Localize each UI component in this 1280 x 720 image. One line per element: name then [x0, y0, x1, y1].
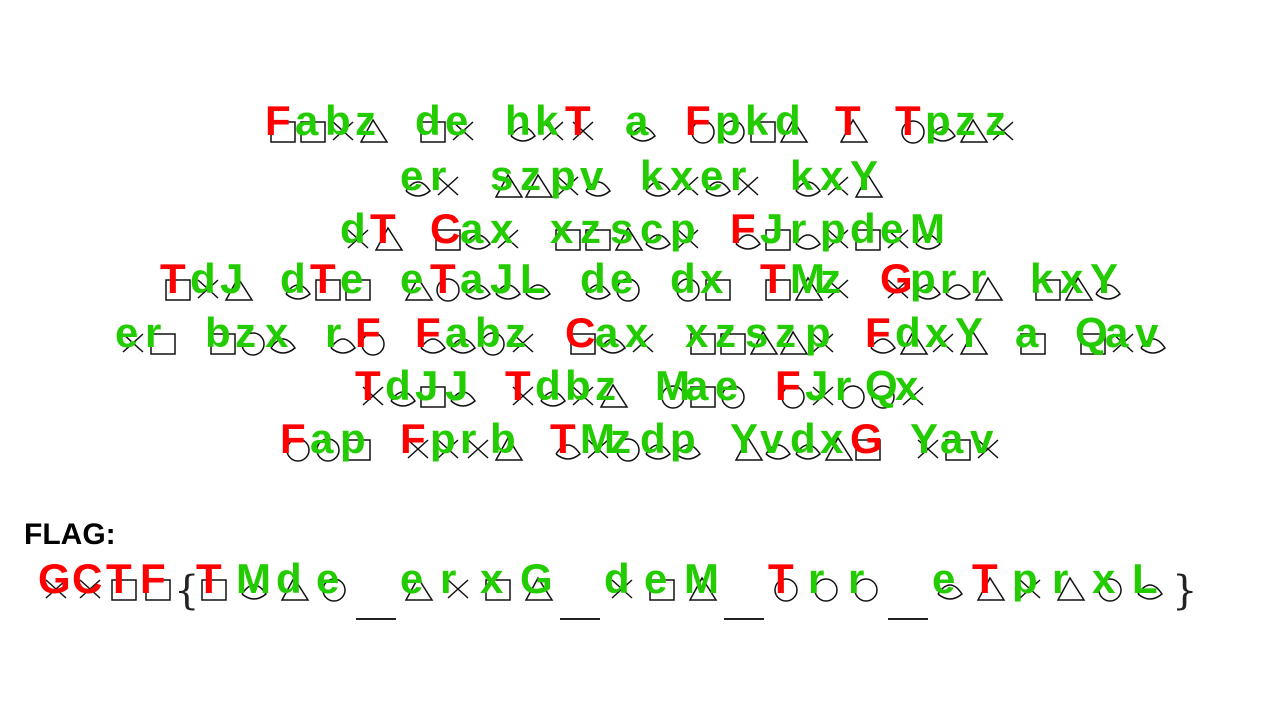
cipher-letter: a	[460, 205, 484, 252]
cipher-letter: a	[1105, 309, 1129, 356]
cipher-glyph	[850, 415, 890, 468]
cipher-letter: r	[145, 309, 162, 356]
cipher-letter: z	[820, 255, 841, 302]
cipher-letter: z	[715, 309, 736, 356]
cipher-letter: x	[820, 415, 844, 462]
cipher-letter: v	[970, 415, 994, 462]
cipher-letter: J	[415, 362, 439, 409]
cipher-letter: k	[790, 152, 814, 199]
cipher-letter: F	[775, 362, 801, 409]
cipher-letter: v	[580, 152, 604, 199]
cipher-letter: r	[970, 255, 987, 302]
flag-letter: T	[196, 555, 222, 602]
cipher-glyph	[1015, 309, 1055, 362]
cipher-letter: z	[235, 309, 256, 356]
cipher-letter: x	[820, 152, 844, 199]
flag-glyph	[972, 555, 1012, 608]
cipher-letter: d	[850, 205, 876, 252]
cipher-letter: e	[715, 362, 739, 409]
cipher-letter: d	[670, 255, 696, 302]
cipher-letter: Q	[865, 362, 898, 409]
cipher-glyph	[715, 362, 755, 415]
flag-letter: r	[848, 555, 865, 602]
flag-letter: x	[1092, 555, 1116, 602]
cipher-letter: e	[445, 97, 469, 144]
cipher-letter: z	[595, 362, 616, 409]
cipher-letter: d	[385, 362, 411, 409]
cipher-letter: T	[760, 255, 786, 302]
cipher-letter: Y	[1090, 255, 1119, 302]
cipher-letter: k	[1030, 255, 1054, 302]
flag-letter: T	[972, 555, 998, 602]
flag-letter: r	[808, 555, 825, 602]
cipher-letter: e	[880, 205, 904, 252]
cipher-letter: p	[925, 97, 951, 144]
flag-glyph	[604, 555, 644, 608]
flag-glyph	[1092, 555, 1132, 608]
cipher-glyph	[340, 255, 380, 308]
cipher-letter: C	[430, 205, 461, 252]
cipher-letter: d	[535, 362, 561, 409]
cipher-letter: C	[565, 309, 596, 356]
cipher-letter: z	[610, 415, 631, 462]
cipher-letter: d	[580, 255, 606, 302]
cipher-letter: z	[775, 309, 796, 356]
cipher-letter: d	[775, 97, 801, 144]
flag-glyph	[276, 555, 316, 608]
cipher-letter: z	[355, 97, 376, 144]
flag-letter: M	[236, 555, 271, 602]
flag-glyph	[1012, 555, 1052, 608]
cipher-glyph	[985, 97, 1025, 150]
flag-letter: r	[440, 555, 457, 602]
cipher-glyph	[610, 255, 650, 308]
cipher-letter: L	[520, 255, 546, 302]
cipher-glyph	[670, 205, 710, 258]
flag-glyph	[196, 555, 236, 608]
flag-letter: e	[644, 555, 668, 602]
cipher-letter: x	[490, 205, 514, 252]
flag-glyph	[440, 555, 480, 608]
flag-letter: M	[684, 555, 719, 602]
cipher-letter: d	[415, 97, 441, 144]
cipher-glyph	[820, 255, 860, 308]
cipher-letter: z	[985, 97, 1006, 144]
cipher-glyph	[595, 362, 635, 415]
cipher-row	[0, 97, 1280, 150]
cipher-glyph	[490, 205, 530, 258]
cipher-letter: a	[685, 362, 709, 409]
cipher-letter: e	[340, 255, 364, 302]
cipher-letter: Y	[910, 415, 939, 462]
cipher-letter: b	[205, 309, 231, 356]
cipher-letter: T	[160, 255, 186, 302]
cipher-glyph	[805, 309, 845, 362]
cipher-letter: e	[400, 255, 424, 302]
flag-underscore	[560, 618, 600, 620]
cipher-letter: z	[955, 97, 976, 144]
cipher-letter: J	[220, 255, 244, 302]
flag-glyph	[644, 555, 684, 608]
cipher-letter: a	[625, 97, 649, 144]
cipher-letter: a	[310, 415, 334, 462]
cipher-letter: r	[730, 152, 747, 199]
cipher-letter: a	[460, 255, 484, 302]
cipher-letter: x	[925, 309, 949, 356]
cipher-letter: T	[505, 362, 531, 409]
cipher-glyph	[895, 362, 935, 415]
cipher-letter: b	[565, 362, 591, 409]
cipher-glyph	[430, 152, 470, 205]
cipher-glyph	[730, 152, 770, 205]
cipher-letter: J	[760, 205, 784, 252]
cipher-letter: p	[340, 415, 366, 462]
cipher-letter: r	[430, 152, 447, 199]
flag-glyph	[316, 555, 356, 608]
flag-letter: F	[140, 555, 166, 602]
cipher-letter: k	[745, 97, 769, 144]
cipher-row	[0, 152, 1280, 205]
flag-glyph	[932, 555, 972, 608]
flag-open-brace: {	[174, 568, 200, 614]
flag-letter: L	[1132, 555, 1158, 602]
flag-underscore	[356, 618, 396, 620]
cipher-letter: M	[910, 205, 945, 252]
cipher-glyph	[370, 205, 410, 258]
flag-letter: p	[1012, 555, 1038, 602]
cipher-letter: F	[865, 309, 891, 356]
cipher-letter: T	[310, 255, 336, 302]
cipher-glyph	[835, 97, 875, 150]
cipher-letter: a	[940, 415, 964, 462]
cipher-glyph	[505, 309, 545, 362]
cipher-letter: r	[325, 309, 342, 356]
cipher-letter: T	[370, 205, 396, 252]
cipher-glyph	[580, 152, 620, 205]
cipher-letter: T	[895, 97, 921, 144]
cipher-letter: G	[850, 415, 883, 462]
cipher-letter: e	[700, 152, 724, 199]
cipher-glyph	[265, 309, 305, 362]
cipher-row	[0, 415, 1280, 468]
cipher-letter: h	[505, 97, 531, 144]
cipher-letter: J	[805, 362, 829, 409]
cipher-glyph	[355, 97, 395, 150]
cipher-letter: d	[640, 415, 666, 462]
flag-glyph	[768, 555, 808, 608]
flag-close-brace: }	[1172, 568, 1198, 614]
cipher-glyph	[955, 309, 995, 362]
cipher-letter: d	[340, 205, 366, 252]
cipher-letter: d	[280, 255, 306, 302]
cipher-letter: s	[490, 152, 514, 199]
cipher-letter: p	[670, 415, 696, 462]
cipher-glyph	[145, 309, 185, 362]
cipher-letter: s	[610, 205, 634, 252]
flag-glyph	[808, 555, 848, 608]
cipher-letter: p	[820, 205, 846, 252]
cipher-glyph	[910, 205, 950, 258]
flag-letter: G	[38, 555, 71, 602]
cipher-letter: r	[940, 255, 957, 302]
flag-glyph	[1132, 555, 1172, 608]
flag-glyph	[1052, 555, 1092, 608]
cipher-letter: F	[415, 309, 441, 356]
flag-letter: e	[400, 555, 424, 602]
cipher-row	[0, 255, 1280, 308]
cipher-letter: e	[115, 309, 139, 356]
cipher-letter: x	[625, 309, 649, 356]
flag-letter: d	[276, 555, 302, 602]
flag-letter: T	[106, 555, 132, 602]
cipher-glyph	[490, 415, 530, 468]
flag-letter: T	[768, 555, 794, 602]
cipher-letter: M	[655, 362, 690, 409]
cipher-letter: M	[580, 415, 615, 462]
cipher-glyph	[670, 415, 710, 468]
cipher-letter: k	[535, 97, 559, 144]
cipher-letter: p	[715, 97, 741, 144]
cipher-letter: x	[670, 152, 694, 199]
cipher-glyph	[340, 415, 380, 468]
cipher-letter: d	[895, 309, 921, 356]
cipher-glyph	[445, 362, 485, 415]
cipher-row	[0, 205, 1280, 258]
cipher-letter: z	[520, 152, 541, 199]
cipher-letter: F	[685, 97, 711, 144]
cipher-letter: x	[550, 205, 574, 252]
cipher-glyph	[970, 255, 1010, 308]
cipher-row	[0, 362, 1280, 415]
cipher-letter: e	[610, 255, 634, 302]
flag-letter: x	[480, 555, 504, 602]
cipher-glyph	[775, 97, 815, 150]
cipher-letter: r	[835, 362, 852, 409]
cipher-glyph	[565, 97, 605, 150]
cipher-letter: T	[565, 97, 591, 144]
cipher-glyph	[625, 97, 665, 150]
cipher-glyph	[700, 255, 740, 308]
cipher-letter: x	[265, 309, 289, 356]
flag-underscore	[888, 618, 928, 620]
cipher-letter: p	[430, 415, 456, 462]
flag-letter: e	[316, 555, 340, 602]
flag-glyph	[480, 555, 520, 608]
flag-label: FLAG:	[24, 518, 116, 551]
cipher-letter: d	[190, 255, 216, 302]
cipher-letter: T	[550, 415, 576, 462]
cipher-letter: a	[295, 97, 319, 144]
cipher-letter: e	[400, 152, 424, 199]
cipher-letter: Q	[1075, 309, 1108, 356]
cipher-glyph	[445, 97, 485, 150]
cipher-letter: d	[790, 415, 816, 462]
cipher-letter: T	[355, 362, 381, 409]
flag-glyph	[520, 555, 560, 608]
cipher-letter: b	[475, 309, 501, 356]
flag-letter: e	[932, 555, 956, 602]
cipher-letter: J	[490, 255, 514, 302]
cipher-letter: x	[700, 255, 724, 302]
cipher-letter: M	[790, 255, 825, 302]
cipher-glyph	[220, 255, 260, 308]
cipher-letter: Y	[955, 309, 984, 356]
cipher-letter: F	[355, 309, 381, 356]
cipher-glyph	[1090, 255, 1130, 308]
flag-letter: G	[520, 555, 553, 602]
cipher-glyph	[520, 255, 560, 308]
cipher-letter: k	[640, 152, 664, 199]
cipher-letter: Y	[730, 415, 759, 462]
cipher-letter: v	[1135, 309, 1159, 356]
cipher-letter: F	[400, 415, 426, 462]
cipher-letter: p	[670, 205, 696, 252]
cipher-letter: Y	[850, 152, 879, 199]
cipher-letter: x	[1060, 255, 1084, 302]
cipher-glyph	[625, 309, 665, 362]
flag-letter: r	[1052, 555, 1069, 602]
cipher-letter: z	[505, 309, 526, 356]
cipher-letter: J	[445, 362, 469, 409]
flag-underscore	[724, 618, 764, 620]
cipher-letter: p	[550, 152, 576, 199]
cipher-letter: x	[685, 309, 709, 356]
cipher-letter: a	[445, 309, 469, 356]
cipher-letter: a	[595, 309, 619, 356]
flag-glyph	[236, 555, 276, 608]
cipher-glyph	[355, 309, 395, 362]
cipher-letter: T	[835, 97, 861, 144]
cipher-letter: p	[910, 255, 936, 302]
flag-letter: d	[604, 555, 630, 602]
flag-letter: C	[72, 555, 103, 602]
cipher-glyph	[1135, 309, 1175, 362]
cipher-letter: b	[325, 97, 351, 144]
cipher-letter: F	[265, 97, 291, 144]
cipher-letter: F	[280, 415, 306, 462]
flag-glyph	[848, 555, 888, 608]
cipher-letter: p	[805, 309, 831, 356]
cipher-letter: v	[760, 415, 784, 462]
cipher-letter: r	[460, 415, 477, 462]
cipher-letter: a	[1015, 309, 1039, 356]
cipher-letter: F	[730, 205, 756, 252]
cipher-letter: x	[895, 362, 919, 409]
cipher-letter: b	[490, 415, 516, 462]
cipher-letter: z	[580, 205, 601, 252]
cipher-glyph	[970, 415, 1010, 468]
cipher-letter: T	[430, 255, 456, 302]
cipher-letter: r	[790, 205, 807, 252]
cipher-letter: c	[640, 205, 664, 252]
cipher-row	[0, 309, 1280, 362]
cipher-letter: s	[745, 309, 769, 356]
flag-glyph	[400, 555, 440, 608]
cipher-letter: G	[880, 255, 913, 302]
flag-glyph	[684, 555, 724, 608]
cipher-glyph	[850, 152, 890, 205]
